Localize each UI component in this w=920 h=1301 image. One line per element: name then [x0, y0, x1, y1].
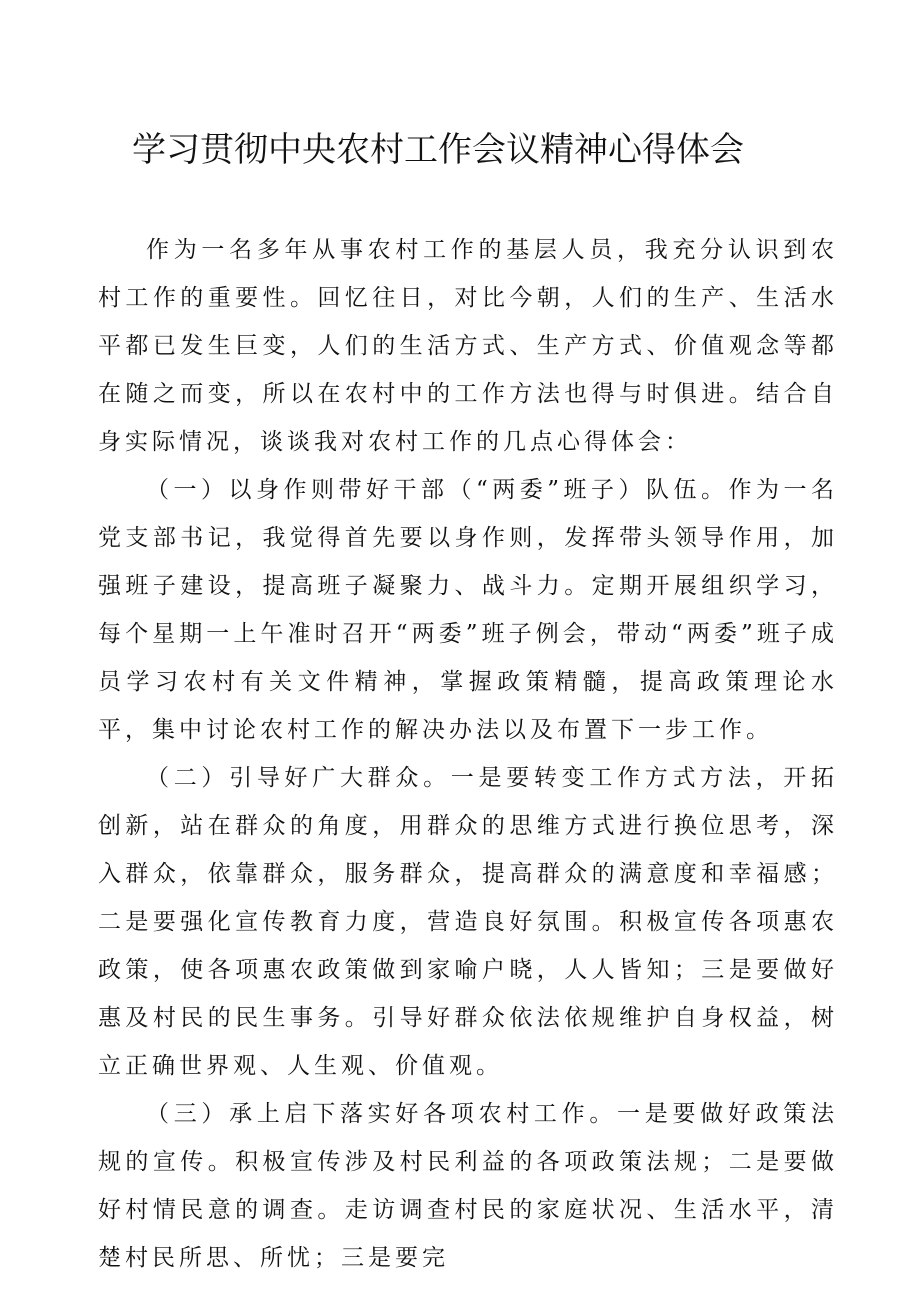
paragraph-intro: 作为一名多年从事农村工作的基层人员，我充分认识到农村工作的重要性。回忆往日，对比今朝，人们的生产、生活水平都已发生巨变，人们的生活方式、生产方式、价值观念等都在随之而变，所以在农村中的工作方法也得与时俱进。结合自身实际情况，谈谈我对农村工作的几点心得体会：: [98, 237, 838, 455]
paragraph-section-2: （二）引导好广大群众。一是要转变工作方式方法，开拓创新，站在群众的角度，用群众的思维方式进行换位思考，深入群众，依靠群众，服务群众，提高群众的满意度和幸福感；二是要强化宣传教育力度，营造良好氛围。积极宣传各项惠农政策，使各项惠农政策做到家喻户晓，人人皆知；三是要做好惠及村民的民生事务。引导好群众依法依规维护自身权益，树立正确世界观、人生观、价值观。: [98, 765, 838, 1079]
paragraph-section-1: （一）以身作则带好干部（“两委”班子）队伍。作为一名党支部书记，我觉得首先要以身作则，发挥带头领导作用，加强班子建设，提高班子凝聚力、战斗力。定期开展组织学习，每个星期一上午准时召开“两委”班子例会，带动“两委”班子成员学习农村有关文件精神，掌握政策精髓，提高政策理论水平，集中讨论农村工作的解决办法以及布置下一步工作。: [98, 477, 838, 743]
paragraph-section-3: （三）承上启下落实好各项农村工作。一是要做好政策法规的宣传。积极宣传涉及村民利益的各项政策法规；二是要做好村情民意的调查。走访调查村民的家庭状况、生活水平，清楚村民所思、所忧；三是要完: [98, 1101, 838, 1271]
document-body: [98, 226, 838, 1282]
document-title: 学习贯彻中央农村工作会议精神心得体会: [132, 130, 744, 170]
